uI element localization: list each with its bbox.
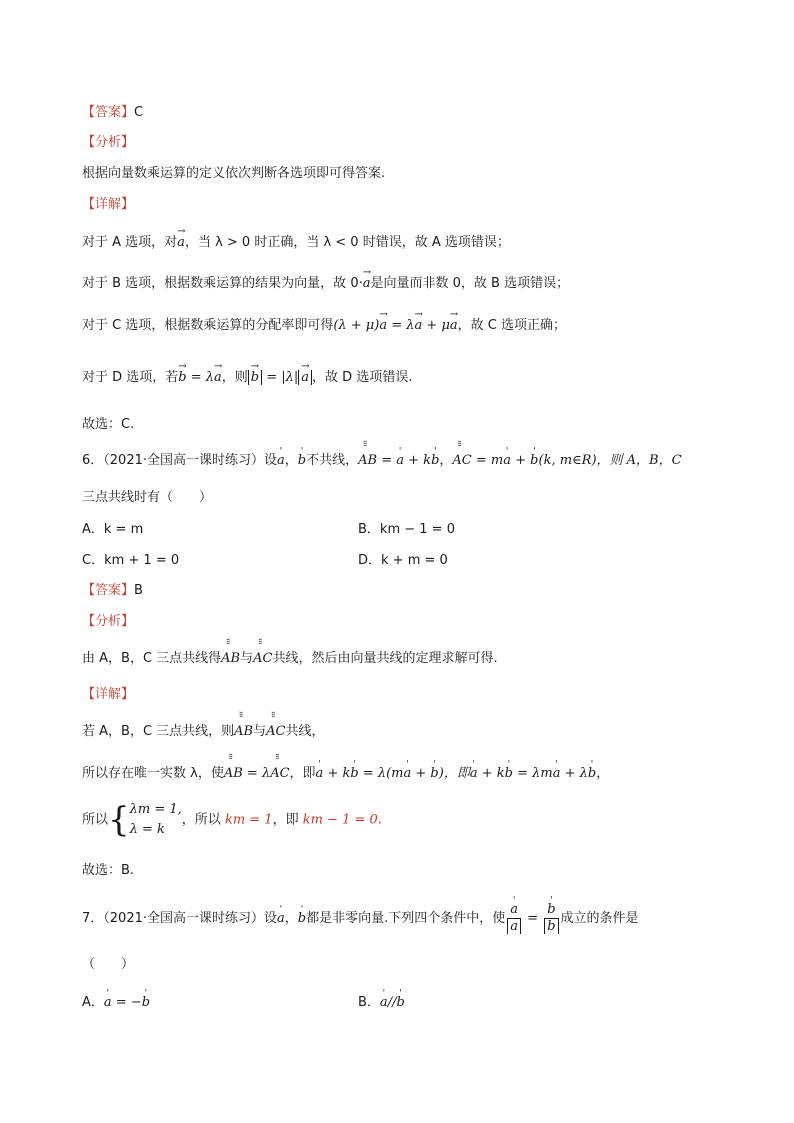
q6-option-b: B．km − 1 = 0 (358, 522, 455, 537)
vector-b: ' b (505, 765, 513, 783)
vector-b: → b (178, 369, 186, 387)
vector-ac: ̆̆̆ AC (452, 452, 471, 470)
vector-a: → a (301, 369, 309, 387)
detail-line-b (82, 275, 569, 293)
vector-a: → a (177, 234, 185, 252)
q6-stem-line1 (82, 452, 682, 470)
vector-b: → b (251, 369, 259, 387)
text: ，故 D 选项错误. (312, 370, 413, 385)
detail-line-c (82, 317, 566, 335)
q6-detail-tag: 【详解】 (82, 687, 135, 702)
math: = λ (387, 318, 415, 333)
text: 都是非零向量.下列四个条件中，使 (306, 911, 506, 926)
equation-row: λm = 1, (129, 802, 182, 817)
vector-a: ' a (104, 994, 112, 1012)
vector-b: ' b (588, 765, 596, 783)
text: 所以存在唯一实数 λ，使 (82, 766, 224, 781)
fraction-a (507, 902, 521, 935)
math: = (523, 911, 543, 926)
text: 对于 B 选项，根据数乘运算的结果为向量，故 0· (82, 276, 363, 291)
norm-a: a (507, 919, 521, 934)
text: ，故 C 选项正确； (457, 318, 566, 333)
text: 不共线， (306, 453, 359, 468)
text: 所以 (82, 812, 109, 828)
text: 是向量而非数 0，故 B 选项错误； (370, 276, 570, 291)
answer-tag: 【答案】 (82, 583, 135, 598)
text: 对于 C 选项，根据数乘运算的分配率即可得 (82, 318, 334, 333)
vector-b: ' b (431, 452, 439, 470)
answer-tag: 【答案】 (82, 105, 135, 120)
text: ， (284, 911, 298, 926)
q6-detail-line1 (82, 723, 324, 741)
text: 若 A，B，C 三点共线，则 (82, 724, 235, 739)
result-2: km − 1 = 0. (302, 812, 382, 828)
vector-b: ' b (298, 452, 306, 470)
math: + (511, 453, 531, 468)
math: = (377, 453, 397, 468)
vector-a: → a (214, 369, 222, 387)
q6-analysis-text (82, 650, 498, 668)
text: ， (596, 766, 610, 781)
math: (λ + μ) (333, 318, 380, 333)
text: 6．（2021·全国高一课时练习）设 (82, 453, 277, 468)
math: + λ (560, 766, 588, 781)
text: ，所以 (181, 812, 225, 828)
text: )，即 (438, 766, 470, 781)
vector-b: ' b (396, 994, 404, 1012)
choose-c: 故选：C. (82, 417, 135, 432)
text: 对于 A 选项，对 (82, 235, 178, 250)
q6-answer-line (82, 582, 143, 600)
vector-a: ' a (403, 765, 411, 783)
text: 7．（2021·全国高一课时练习）设 (82, 911, 277, 926)
q7-stem (82, 900, 639, 938)
math: + k (323, 766, 351, 781)
vector-ac: ̆̆̆ AC (266, 723, 285, 741)
vector-a: ' a (510, 902, 518, 918)
vector-ab: ̆̆̆ AB (234, 723, 253, 741)
text: ，当 λ > 0 时正确，当 λ < 0 时错误，故 A 选项错误； (184, 235, 510, 250)
math: = λ(m (358, 766, 404, 781)
vector-a: ' a (503, 452, 511, 470)
vector-a: → a (415, 317, 423, 335)
detail-line-a (82, 234, 510, 252)
vector-ab: ̆̆̆ AB (221, 650, 240, 668)
vector-a: ' a (396, 452, 404, 470)
q6-option-c: C．km + 1 = 0 (82, 553, 180, 568)
detail-tag: 【详解】 (82, 197, 135, 212)
vector-a: ' a (277, 452, 285, 470)
vector-a: ' a (553, 765, 561, 783)
math: = m (471, 453, 504, 468)
q6-option-a: A．k = m (82, 522, 144, 537)
math: = λm (512, 766, 553, 781)
q7-option-a (82, 994, 150, 1012)
text: ， (439, 453, 453, 468)
math: + k (477, 766, 505, 781)
q6-analysis-tag: 【分析】 (82, 614, 135, 629)
vector-a: ' a (470, 765, 478, 783)
text: 对于 D 选项，若 (82, 370, 179, 385)
text: ，即 (272, 812, 303, 828)
text: 成立的条件是 (560, 911, 639, 926)
vector-b: ' b (350, 765, 358, 783)
vector-b: ' b (547, 902, 555, 918)
analysis-tag: 【分析】 (82, 135, 135, 150)
q7-option-b (358, 994, 405, 1012)
option-label: A． (82, 995, 104, 1010)
text: ，即 (289, 766, 316, 781)
vector-ac: ̆̆̆ AC (253, 650, 272, 668)
text: 共线， (285, 724, 325, 739)
text: 与 (240, 651, 254, 666)
q6-option-d: D．k + m = 0 (358, 553, 448, 568)
fraction-b (544, 902, 558, 935)
math: = λ (242, 766, 271, 781)
text: ，则 (221, 370, 248, 385)
math: + k (404, 453, 432, 468)
q6-stem-line2: 三点共线时有（ ） (82, 490, 213, 505)
math: + (411, 766, 431, 781)
vector-a: → a (450, 317, 458, 335)
math: = λ (186, 370, 215, 385)
text: 与 (253, 724, 267, 739)
q7-paren: （ ） (82, 957, 135, 972)
vector-ab: ̆̆̆ AB (224, 765, 243, 783)
vector-b: ' b (298, 900, 306, 938)
text: 共线，然后由向量共线的定理求解可得. (272, 651, 498, 666)
vector-a: ' a (316, 765, 324, 783)
equation-system (130, 800, 182, 840)
norm-b: b (544, 919, 558, 934)
choose-b: 故选：B. (82, 863, 135, 878)
analysis-text: 根据向量数乘运算的定义依次判断各选项即可得答案. (82, 166, 386, 181)
vector-b: ' b (530, 452, 538, 470)
text: 由 A，B，C 三点共线得 (82, 651, 222, 666)
text: (k, m∈R)，则 A，B，C (538, 453, 682, 468)
vector-ab: ̆̆̆ AB (358, 452, 377, 470)
answer-line (82, 104, 143, 122)
detail-line-d (82, 369, 412, 387)
vector-b: ' b (142, 994, 150, 1012)
equation-row: λ = k (129, 822, 165, 837)
vector-a: → a (379, 317, 387, 335)
answer-value: B (134, 583, 143, 598)
q6-detail-line3 (82, 800, 382, 841)
math: // (387, 995, 397, 1010)
math: + μ (422, 318, 450, 333)
answer-value: C (134, 105, 144, 120)
option-label: B． (358, 995, 380, 1010)
vector-ac: ̆̆̆ AC (270, 765, 289, 783)
text: ， (284, 453, 298, 468)
math: = − (111, 995, 142, 1010)
vector-a: → a (363, 275, 371, 293)
math: = |λ| (262, 370, 299, 385)
vector-a: ' a (277, 900, 285, 938)
vector-b: ' b (430, 765, 438, 783)
vector-a: ' a (380, 994, 388, 1012)
result-1: km = 1 (224, 812, 273, 828)
q6-detail-line2 (82, 765, 609, 783)
left-brace: { (108, 800, 130, 840)
